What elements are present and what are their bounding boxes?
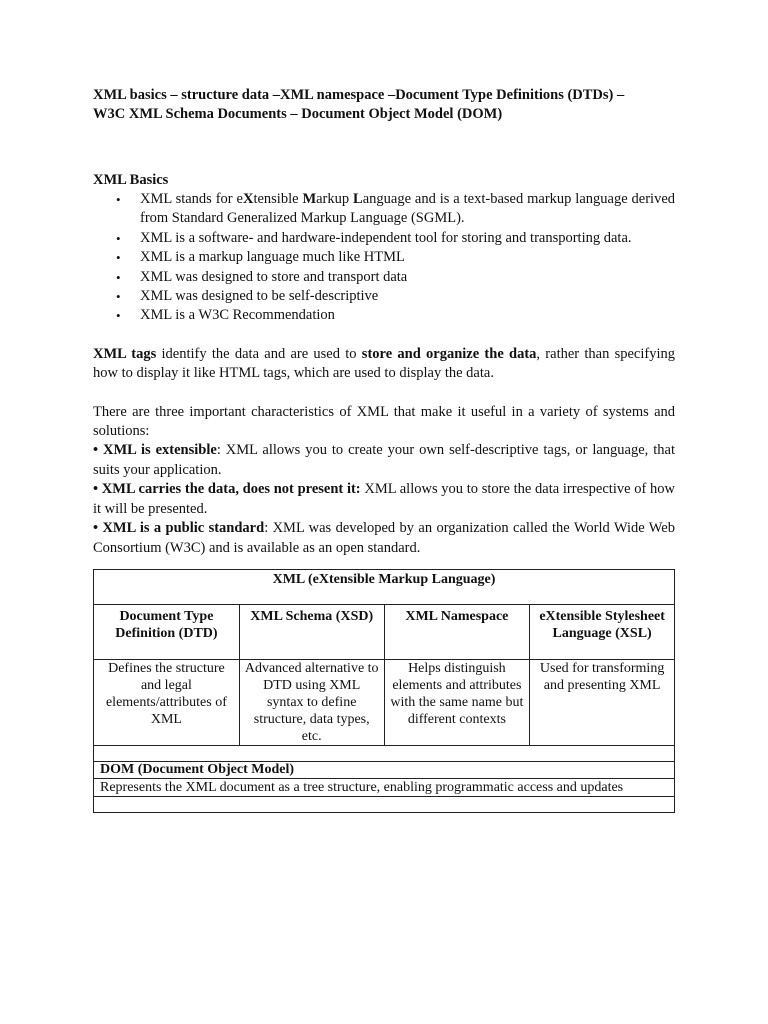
table-empty-cell — [94, 797, 675, 813]
document-page — [93, 86, 675, 558]
table-header-cell: XML Schema (XSD) — [239, 605, 384, 660]
xml-tags-paragraph: XML tags identify the data and are used to store and organize the data, rather than specifying how to display it like HTML tags, which are used to display the data. — [93, 345, 675, 382]
list-item: • XML is a software- and hardware-independent tool for storing and transporting data. — [140, 229, 675, 248]
table-header-cell: XML Namespace — [384, 605, 530, 660]
list-item: • XML was designed to store and transport data — [140, 268, 675, 287]
table-cell: Advanced alternative to DTD using XML syntax to define structure, data types, etc. — [239, 660, 384, 746]
table-row — [94, 797, 675, 813]
section-heading-xml-basics: XML Basics — [93, 172, 169, 188]
characteristic-item: • XML is a public standard: XML was developed by an organization called the World Wide Web Consortium (W3C) and is available as an open standard. — [93, 520, 675, 556]
xml-basics-list — [93, 190, 675, 326]
bullet-icon: • — [93, 481, 99, 498]
table-row — [94, 779, 675, 797]
table-row — [94, 605, 675, 660]
bullet-icon: • — [93, 442, 99, 459]
bullet-icon: • — [116, 269, 121, 285]
dom-title: DOM (Document Object Model) — [94, 762, 675, 779]
list-item: • XML was designed to be self-descriptive — [140, 287, 675, 306]
list-item: • XML stands for eXtensible Markup Language and is a text-based markup language derived from Standard Generalized Markup Language (SGML). — [116, 191, 676, 227]
title-line-1: XML basics – structure data –XML namespace –Document Type Definitions (DTDs) – — [93, 87, 625, 103]
xml-overview-table — [93, 569, 675, 813]
table-row — [94, 570, 675, 605]
table-header-cell: Document Type Definition (DTD) — [94, 605, 240, 660]
bullet-icon: • — [116, 250, 121, 266]
dom-description: Represents the XML document as a tree structure, enabling programmatic access and updates — [94, 779, 675, 797]
table-cell: Used for transforming and presenting XML — [530, 660, 675, 746]
table-cell: Defines the structure and legal elements/attributes of XML — [94, 660, 240, 746]
list-item: • XML is a markup language much like HTML — [140, 248, 675, 267]
table-empty-cell — [94, 746, 675, 762]
table-title: XML (eXtensible Markup Language) — [94, 570, 675, 605]
table-row — [94, 660, 675, 746]
table-header-cell: eXtensible Stylesheet Language (XSL) — [530, 605, 675, 660]
table-cell: Helps distinguish elements and attributes with the same name but different contexts — [384, 660, 530, 746]
table-row — [94, 746, 675, 762]
characteristic-item: • XML is extensible: XML allows you to create your own self-descriptive tags, or language, that suits your application. — [93, 442, 675, 478]
bullet-icon: • — [116, 308, 121, 324]
bullet-icon: • — [116, 289, 121, 305]
list-item: • XML is a W3C Recommendation — [140, 306, 675, 325]
document-title — [93, 86, 675, 124]
table-row — [94, 762, 675, 779]
bullet-icon: • — [93, 520, 99, 537]
characteristic-item: • XML carries the data, does not present it: XML allows you to store the data irrespective of how it will be presented. — [93, 481, 675, 517]
characteristics-intro: There are three important characteristics of XML that make it useful in a variety of systems and solutions: — [93, 403, 675, 440]
bullet-icon: • — [116, 230, 121, 246]
title-line-2: W3C XML Schema Documents – Document Object Model (DOM) — [93, 106, 503, 122]
bullet-icon: • — [116, 192, 121, 207]
